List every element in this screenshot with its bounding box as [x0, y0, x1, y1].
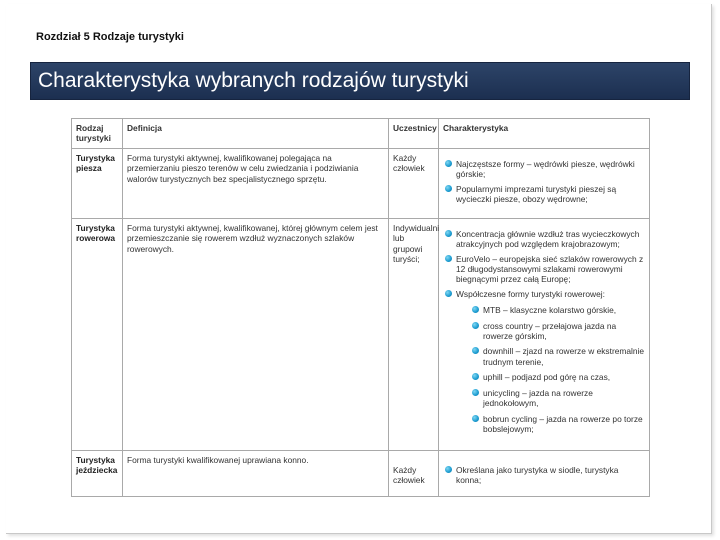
characteristics-list	[443, 159, 645, 205]
table-row	[72, 218, 650, 450]
characteristics-cell	[439, 218, 650, 450]
sub-list-item: unicycling – jazda na rowerze jednokołowym,	[470, 388, 645, 409]
table-row	[72, 148, 650, 218]
participants-cell	[389, 450, 439, 496]
table-row	[72, 450, 650, 496]
sub-list-item: cross country – przełajowa jazda na rowerze górskim,	[470, 321, 645, 342]
bullet-icon	[472, 415, 479, 422]
bullet-icon	[472, 347, 479, 354]
title-bar	[31, 63, 689, 99]
sub-list-item: MTB – klasyczne kolarstwo górskie,	[470, 305, 645, 315]
header-cell: Uczestnicy	[389, 119, 439, 149]
definition-cell: Forma turystyki aktywnej, kwalifikowanej polegająca na przemierzaniu pieszo terenów w celu zwiedzania i podziwiania walorów turystycznych bez specjalistycznego sprzętu.	[123, 148, 389, 218]
tourism-type-cell: Turystyka piesza	[72, 148, 123, 218]
bullet-icon	[445, 230, 452, 237]
characteristics-cell	[439, 148, 650, 218]
definition-cell: Forma turystyki aktywnej, kwalifikowanej, której głównym celem jest przemieszczanie się rowerem wzdłuż wyznaczonych szlaków rowerowych.	[123, 218, 389, 450]
tourism-type-cell: Turystyka jeździecka	[72, 450, 123, 496]
definition-cell: Forma turystyki kwalifikowanej uprawiana konno.	[123, 450, 389, 496]
list-item: Współczesne formy turystyki rowerowej: MTB – klasyczne kolarstwo górskie, cross country – przełajowa jazda na rowerze górskim, downhill – zjazd na rowerze w ekstremalnie trudnym terenie, uphill – podjazd pod górę na czas, unicycling – jazda na rowerze jednokołowym, bobrun cycling – jazda na rowerze po torze bobslejowym;	[443, 289, 645, 434]
participants-text: Każdy człowiek	[393, 465, 425, 486]
bullet-icon	[445, 466, 452, 473]
sub-list-item: bobrun cycling – jazda na rowerze po torze bobslejowym;	[470, 414, 645, 435]
header-cell: Definicja	[123, 119, 389, 149]
header-cell: Charakterystyka	[439, 119, 650, 149]
sub-list-item: downhill – zjazd na rowerze w ekstremalnie trudnym terenie,	[470, 346, 645, 367]
bullet-icon	[472, 306, 479, 313]
chapter-label: Rozdział 5 Rodzaje turystyki	[36, 31, 184, 43]
list-item: Popularnymi imprezami turystyki pieszej są wycieczki piesze, obozy wędrowne;	[443, 184, 645, 205]
characteristics-list	[443, 229, 645, 435]
list-item: EuroVelo – europejska sieć szlaków rowerowych z 12 długodystansowymi szlakami rowerowymi biegnącymi przez całą Europę;	[443, 254, 645, 285]
bullet-icon	[445, 290, 452, 297]
table-header-row	[72, 119, 650, 149]
participants-cell: Każdy człowiek	[389, 148, 439, 218]
tourism-type-cell: Turystyka rowerowa	[72, 218, 123, 450]
bullet-icon	[445, 185, 452, 192]
bullet-icon	[472, 322, 479, 329]
bullet-icon	[445, 160, 452, 167]
list-item: Najczęstsze formy – wędrówki piesze, wędrówki górskie;	[443, 159, 645, 180]
bullet-icon	[472, 373, 479, 380]
list-item: Koncentracja głównie wzdłuż tras wycieczkowych atrakcyjnych pod względem krajobrazowym;	[443, 229, 645, 250]
bullet-icon	[445, 255, 452, 262]
sub-list-item: uphill – podjazd pod górę na czas,	[470, 372, 645, 382]
list-item: Określana jako turystyka w siodle, turystyka konna;	[443, 465, 645, 486]
characteristics-cell	[439, 450, 650, 496]
header-cell: Rodzaj turystyki	[72, 119, 123, 149]
slide-title: Charakterystyka wybranych rodzajów turystyki	[38, 69, 469, 92]
tourism-table	[71, 118, 650, 497]
bullet-icon	[472, 389, 479, 396]
sub-characteristics-list	[470, 305, 645, 434]
characteristics-list	[443, 465, 645, 486]
participants-cell: Indywidualni lub grupowi turyści;	[389, 218, 439, 450]
